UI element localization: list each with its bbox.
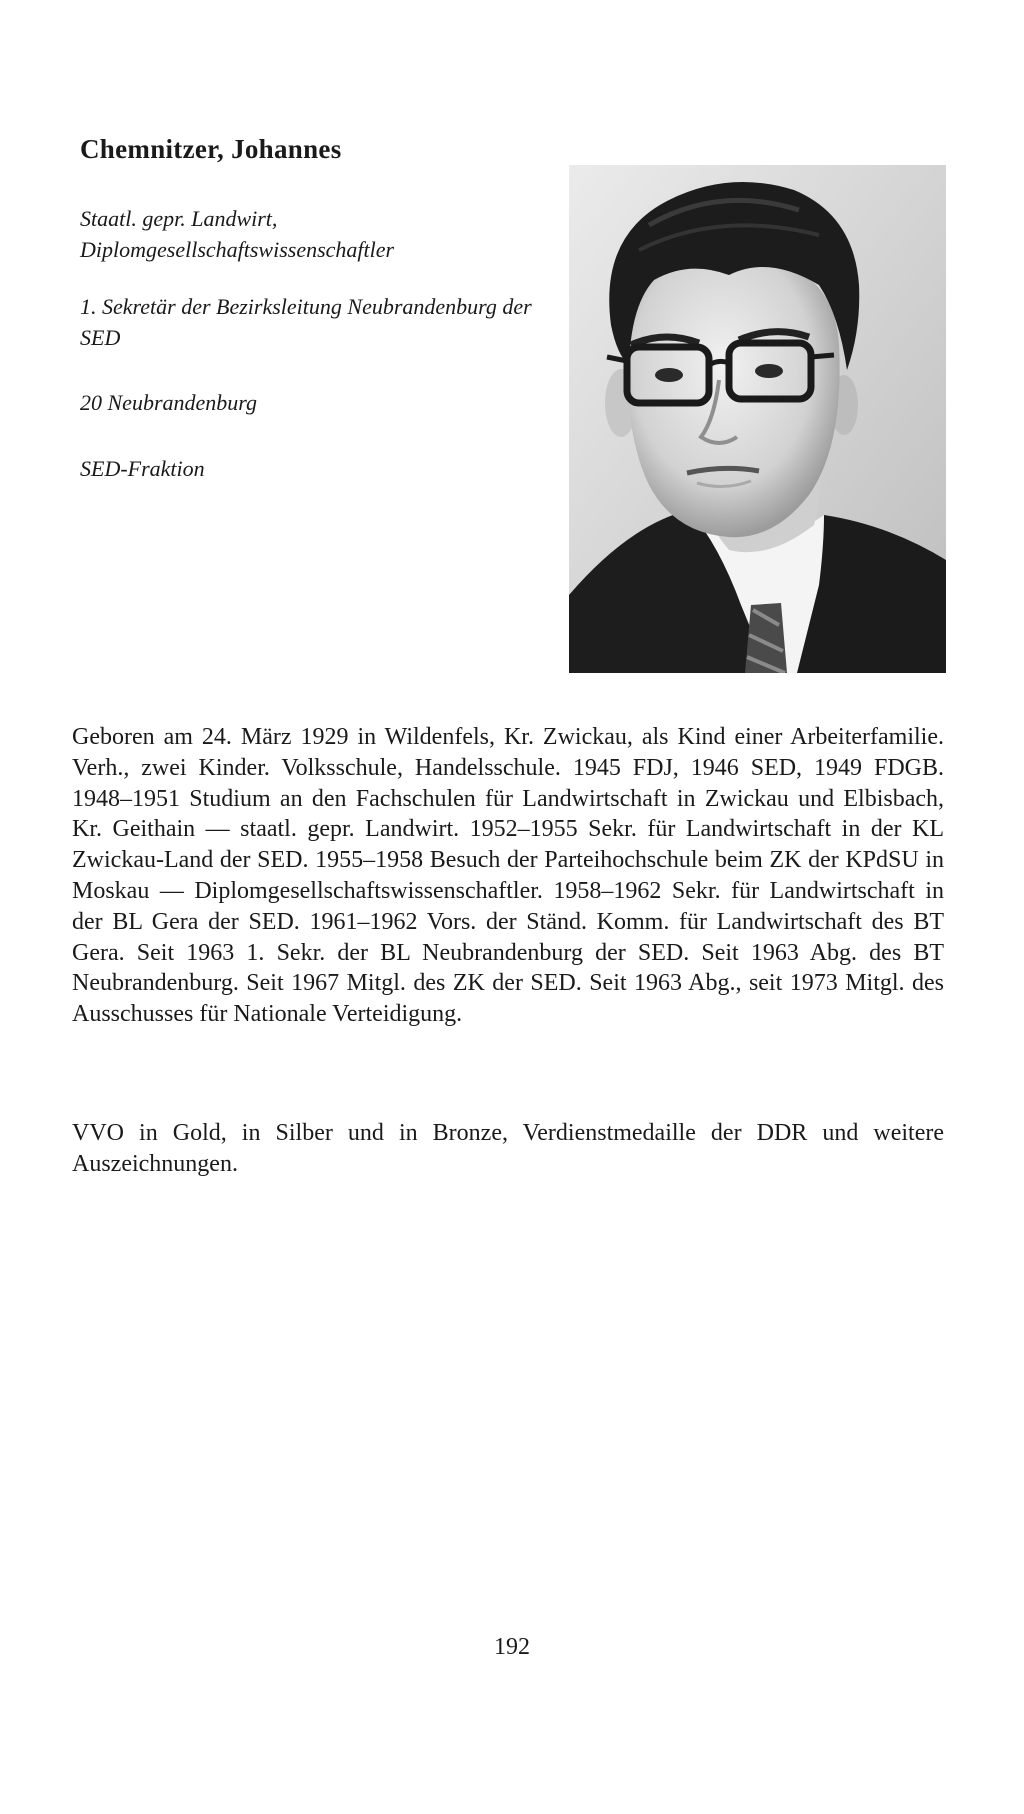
- portrait-photo: [569, 165, 946, 673]
- awards-paragraph: VVO in Gold, in Silber und in Bronze, Verdienstmedaille der DDR und weitere Auszeichnungen.: [72, 1120, 944, 1177]
- entry-header: [80, 203, 550, 512]
- faction: SED-Fraktion: [80, 456, 205, 481]
- biography-paragraph: Geboren am 24. März 1929 in Wildenfels, Kr. Zwickau, als Kind einer Arbeiterfamilie. Verh., zwei Kinder. Volksschule, Handelsschule. 1945 FDJ, 1946 SED, 1949 FDGB. 1948–1951 Studium an den Fachschulen für Landwirtschaft in Zwickau und Elbisbach, Kr. Geithain — staatl. gepr. Landwirt. 1952–1955 Sekr. für Landwirtschaft in der KL Zwickau-Land der SED. 1955–1958 Besuch der Parteihochschule beim ZK der KPdSU in Moskau — Diplomgesellschaftswissenschaftler. 1958–1962 Sekr. für Landwirtschaft in der BL Gera der SED. 1961–1962 Vors. der Ständ. Komm. für Landwirtschaft des BT Gera. Seit 1963 1. Sekr. der BL Neubrandenburg der SED. Seit 1963 Abg. des BT Neubrandenburg. Seit 1967 Mitgl. des ZK der SED. Seit 1963 Abg., seit 1973 Mitgl. des Ausschusses für Nationale Verteidigung.: [72, 724, 944, 1028]
- page-number: 192: [494, 1634, 530, 1660]
- profession: Staatl. gepr. Landwirt, Diplomgesellschaftswissenschaftler: [80, 206, 395, 262]
- position: 1. Sekretär der Bezirksleitung Neubrandenburg der SED: [80, 294, 532, 350]
- location: 20 Neubrandenburg: [80, 390, 258, 415]
- person-name: Chemnitzer, Johannes: [80, 134, 342, 164]
